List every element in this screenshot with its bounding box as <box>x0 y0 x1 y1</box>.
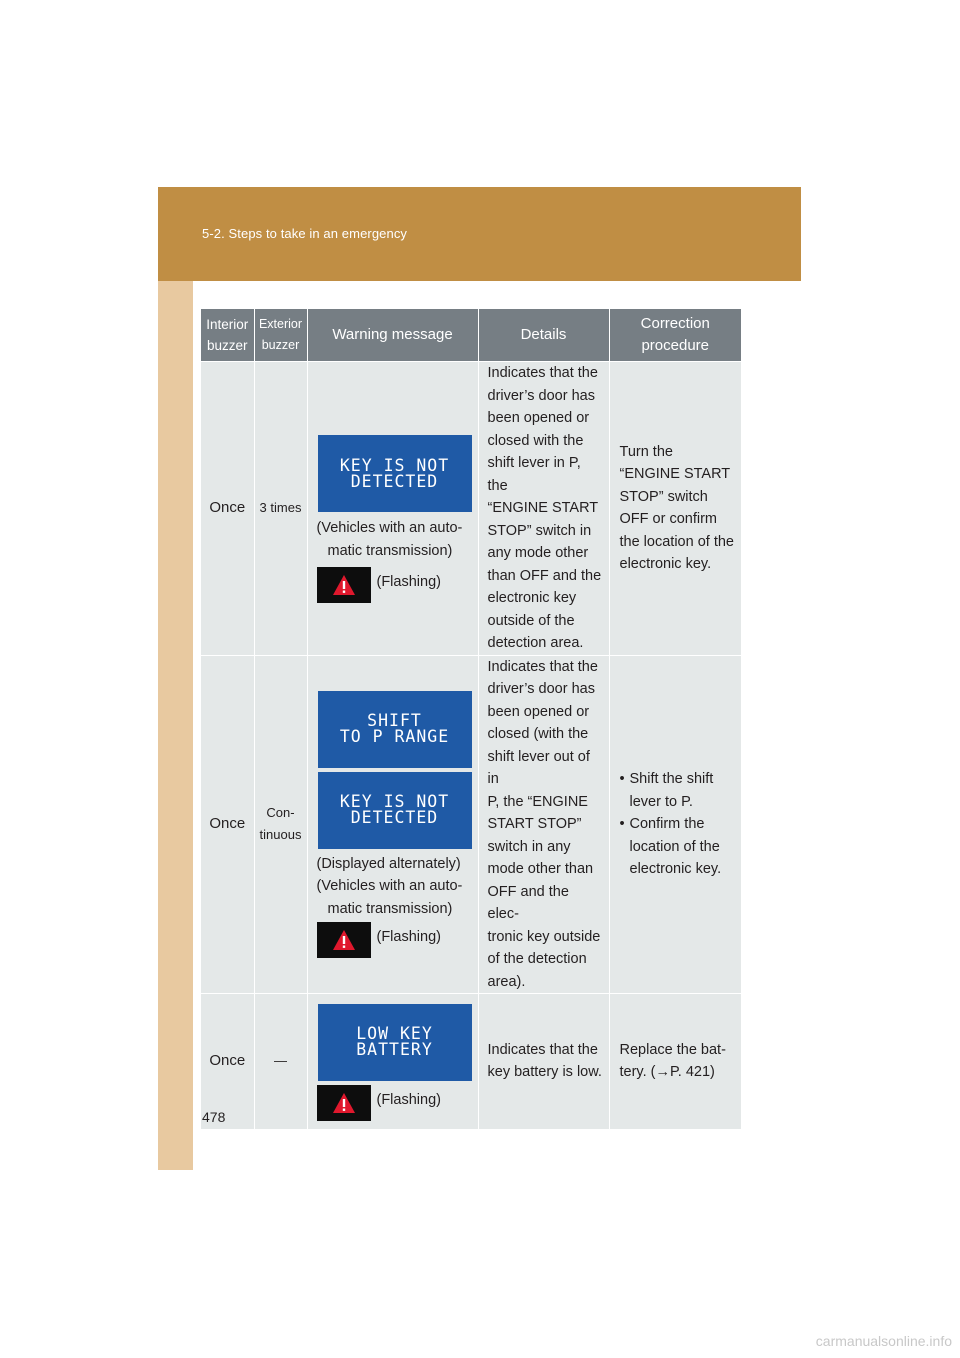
correction-line: Turn the <box>619 443 673 460</box>
warning-table <box>201 309 741 1129</box>
watermark: carmanualsonline.info <box>815 1333 952 1349</box>
exterior-buzzer-cell: 3 times <box>254 362 307 656</box>
warning-message-cell <box>307 362 478 656</box>
details-line: closed with the <box>487 432 584 449</box>
message-display <box>318 772 472 849</box>
details-line: P, the “ENGINE <box>487 793 588 810</box>
correction-cell <box>609 994 741 1129</box>
display-line: LOW KEY <box>356 1024 433 1044</box>
correction-line: “ENGINE START <box>619 466 731 483</box>
details-line: any mode other <box>487 545 589 561</box>
interior-buzzer-cell: Once <box>201 655 254 994</box>
details-line: detection area. <box>487 635 584 651</box>
header-correction-line: Correction <box>640 315 710 332</box>
warning-triangle-icon <box>317 567 371 603</box>
correction-line: STOP” switch <box>619 488 708 505</box>
table-header-row <box>201 309 741 362</box>
display-line: KEY IS NOT <box>339 455 450 475</box>
details-line: Indicates that the <box>487 658 598 675</box>
bullet-line: Confirm the <box>629 816 705 832</box>
header-correction-line: procedure <box>641 337 710 354</box>
header-interior-line: Interior <box>206 317 249 332</box>
details-line: than OFF and the <box>487 567 602 584</box>
bullet-mark: • <box>619 771 625 787</box>
display-line: DETECTED <box>350 471 439 491</box>
details-line: tronic key outside <box>487 928 601 945</box>
interior-buzzer-cell: Once <box>201 362 254 656</box>
bullet-line: Shift the shift <box>629 771 714 787</box>
bullet-line: electronic key. <box>629 861 722 877</box>
details-line: key battery is low. <box>487 1064 602 1081</box>
details-line: “ENGINE START <box>487 500 599 516</box>
bullet-mark: • <box>619 816 625 832</box>
exterior-line: Con- <box>266 805 295 821</box>
correction-line: the location of the <box>619 533 734 550</box>
exterior-buzzer-cell <box>254 655 307 994</box>
table-row <box>201 362 741 656</box>
warning-message-cell <box>307 655 478 994</box>
flashing-label: (Flashing) <box>376 1091 441 1108</box>
details-line: START STOP” <box>487 816 582 832</box>
details-line: driver’s door has <box>487 681 595 697</box>
display-line: SHIFT <box>367 711 422 730</box>
flashing-indicator <box>317 1085 478 1121</box>
details-line: mode other than <box>487 861 594 877</box>
details-line: driver’s door has <box>487 387 595 404</box>
header-interior-buzzer <box>201 309 254 362</box>
header-correction-procedure <box>609 309 741 362</box>
bullet-line: lever to P. <box>629 793 693 810</box>
correction-line: Replace the bat- <box>619 1041 726 1058</box>
correction-bullet <box>620 813 738 881</box>
message-display <box>318 1004 472 1081</box>
details-cell <box>478 362 609 656</box>
interior-buzzer-cell: Once <box>201 994 254 1129</box>
details-line: electronic key <box>487 590 577 606</box>
note-line: matic transmission) <box>327 542 453 559</box>
header-details: Details <box>478 309 609 362</box>
header-warning-message: Warning message <box>307 309 478 362</box>
details-line: shift lever in P, the <box>487 455 581 494</box>
correction-cell <box>609 362 741 656</box>
details-cell <box>478 655 609 994</box>
details-line: Indicates that the <box>487 1041 598 1058</box>
correction-line: tery. (→P. 421) <box>619 1064 715 1081</box>
header-exterior-line: Exterior <box>258 317 303 331</box>
alternate-note: (Displayed alternately) <box>316 855 461 872</box>
page-number: 478 <box>202 1109 226 1125</box>
flashing-indicator <box>317 567 478 603</box>
message-display <box>318 691 472 768</box>
details-line: STOP” switch in <box>487 522 592 539</box>
exterior-line: tinuous <box>259 827 302 843</box>
correction-bullet <box>620 768 738 813</box>
details-line: closed (with the <box>487 726 589 742</box>
details-line: area). <box>487 973 526 990</box>
correction-line: electronic key. <box>619 556 712 573</box>
details-line: OFF and the elec- <box>487 883 569 922</box>
correction-cell <box>609 655 741 994</box>
exterior-buzzer-cell: — <box>254 994 307 1129</box>
bullet-text <box>630 768 714 813</box>
details-line: outside of the <box>487 612 575 629</box>
note-line: (Vehicles with an auto- <box>316 520 463 537</box>
details-line: Indicates that the <box>487 365 598 381</box>
details-line: been opened or <box>487 703 590 720</box>
message-display <box>318 435 472 512</box>
section-title: 5-2. Steps to take in an emergency <box>202 226 408 241</box>
flashing-indicator <box>317 922 478 958</box>
details-line: of the detection <box>487 951 587 967</box>
header-exterior-line: buzzer <box>261 338 300 352</box>
display-line: TO P RANGE <box>339 727 450 746</box>
note-line: matic transmission) <box>327 900 453 917</box>
warning-message-cell <box>307 994 478 1129</box>
transmission-note <box>317 517 478 562</box>
display-line: DETECTED <box>350 808 439 827</box>
bullet-line: location of the <box>629 838 720 855</box>
note-line: (Vehicles with an auto- <box>316 878 463 894</box>
table-row <box>201 655 741 994</box>
warning-triangle-icon <box>317 1085 371 1121</box>
details-line: been opened or <box>487 410 590 426</box>
transmission-note <box>317 875 478 920</box>
details-line: switch in any <box>487 838 571 855</box>
header-interior-line: buzzer <box>206 338 248 353</box>
display-line: BATTERY <box>356 1040 433 1060</box>
table-row <box>201 994 741 1129</box>
details-cell <box>478 994 609 1129</box>
display-line: KEY IS NOT <box>339 792 450 811</box>
header-exterior-buzzer <box>254 309 307 362</box>
side-strip <box>158 187 193 1170</box>
warning-triangle-icon <box>317 922 371 958</box>
flashing-label: (Flashing) <box>376 574 441 591</box>
flashing-label: (Flashing) <box>376 929 441 945</box>
bullet-text <box>630 813 722 881</box>
details-line: shift lever out of in <box>487 748 590 787</box>
correction-line: OFF or confirm <box>619 511 717 528</box>
